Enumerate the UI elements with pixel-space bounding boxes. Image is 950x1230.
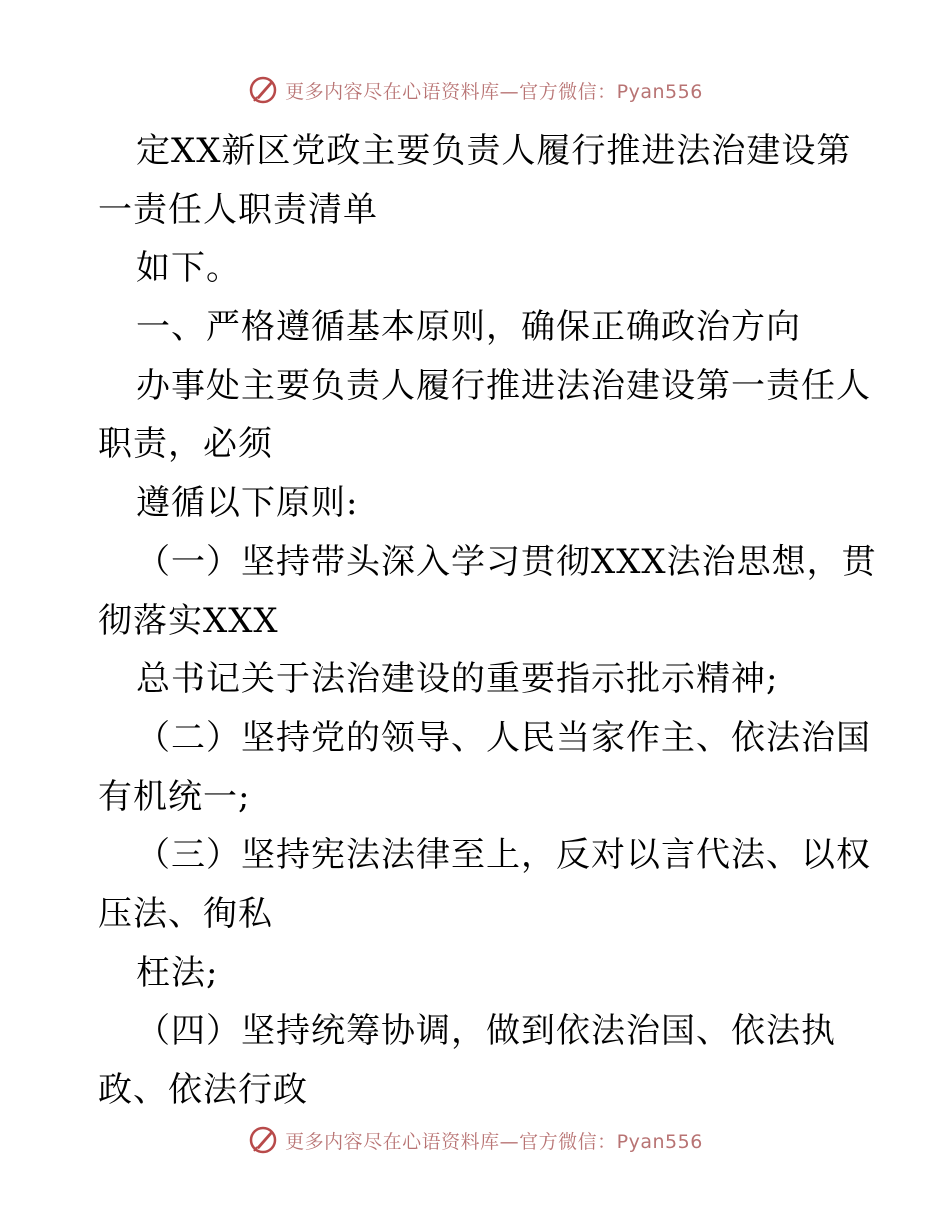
paragraph-line: 总书记关于法治建设的重要指示批示精神; xyxy=(136,659,779,700)
paragraph-line: （三）坚持宪法法律至上，反对以言代法、以权 xyxy=(136,835,871,876)
paragraph-line: 遵循以下原则: xyxy=(136,483,359,524)
paragraph-line: 职责，必须 xyxy=(98,424,273,465)
footer-banner xyxy=(0,1120,950,1160)
paragraph-line: （四）坚持统筹协调，做到依法治国、依法执 xyxy=(136,1011,836,1052)
paragraph-line: 如下。 xyxy=(136,248,241,289)
paragraph-line: 有机统一; xyxy=(98,776,251,817)
paragraph-line: 政、依法行政 xyxy=(98,1070,308,1110)
paragraph-line: （二）坚持党的领导、人民当家作主、依法治国 xyxy=(136,717,871,758)
header-banner-text: 更多内容尽在心语资料库—官方微信：Pyan556 xyxy=(285,80,703,103)
document-body xyxy=(98,122,877,1120)
quill-pen-logo-icon xyxy=(247,74,279,106)
paragraph-line: 枉法; xyxy=(136,952,219,993)
paragraph-line: 定XX新区党政主要负责人履行推进法治建设第 xyxy=(136,131,852,171)
header-banner xyxy=(0,70,950,110)
paragraph-line: 办事处主要负责人履行推进法治建设第一责任人 xyxy=(136,365,871,406)
paragraph-line: 压法、徇私 xyxy=(98,893,273,934)
paragraph-line: （一）坚持带头深入学习贯彻XXX法治思想，贯 xyxy=(136,541,877,582)
footer-banner-text: 更多内容尽在心语资料库—官方微信：Pyan556 xyxy=(285,1130,703,1153)
paragraph-line: 彻落实XXX xyxy=(98,600,279,641)
quill-pen-logo-icon xyxy=(247,1124,279,1156)
paragraph-line: 一责任人职责清单 xyxy=(98,189,378,230)
paragraph-line: 一、严格遵循基本原则，确保正确政治方向 xyxy=(136,307,801,348)
